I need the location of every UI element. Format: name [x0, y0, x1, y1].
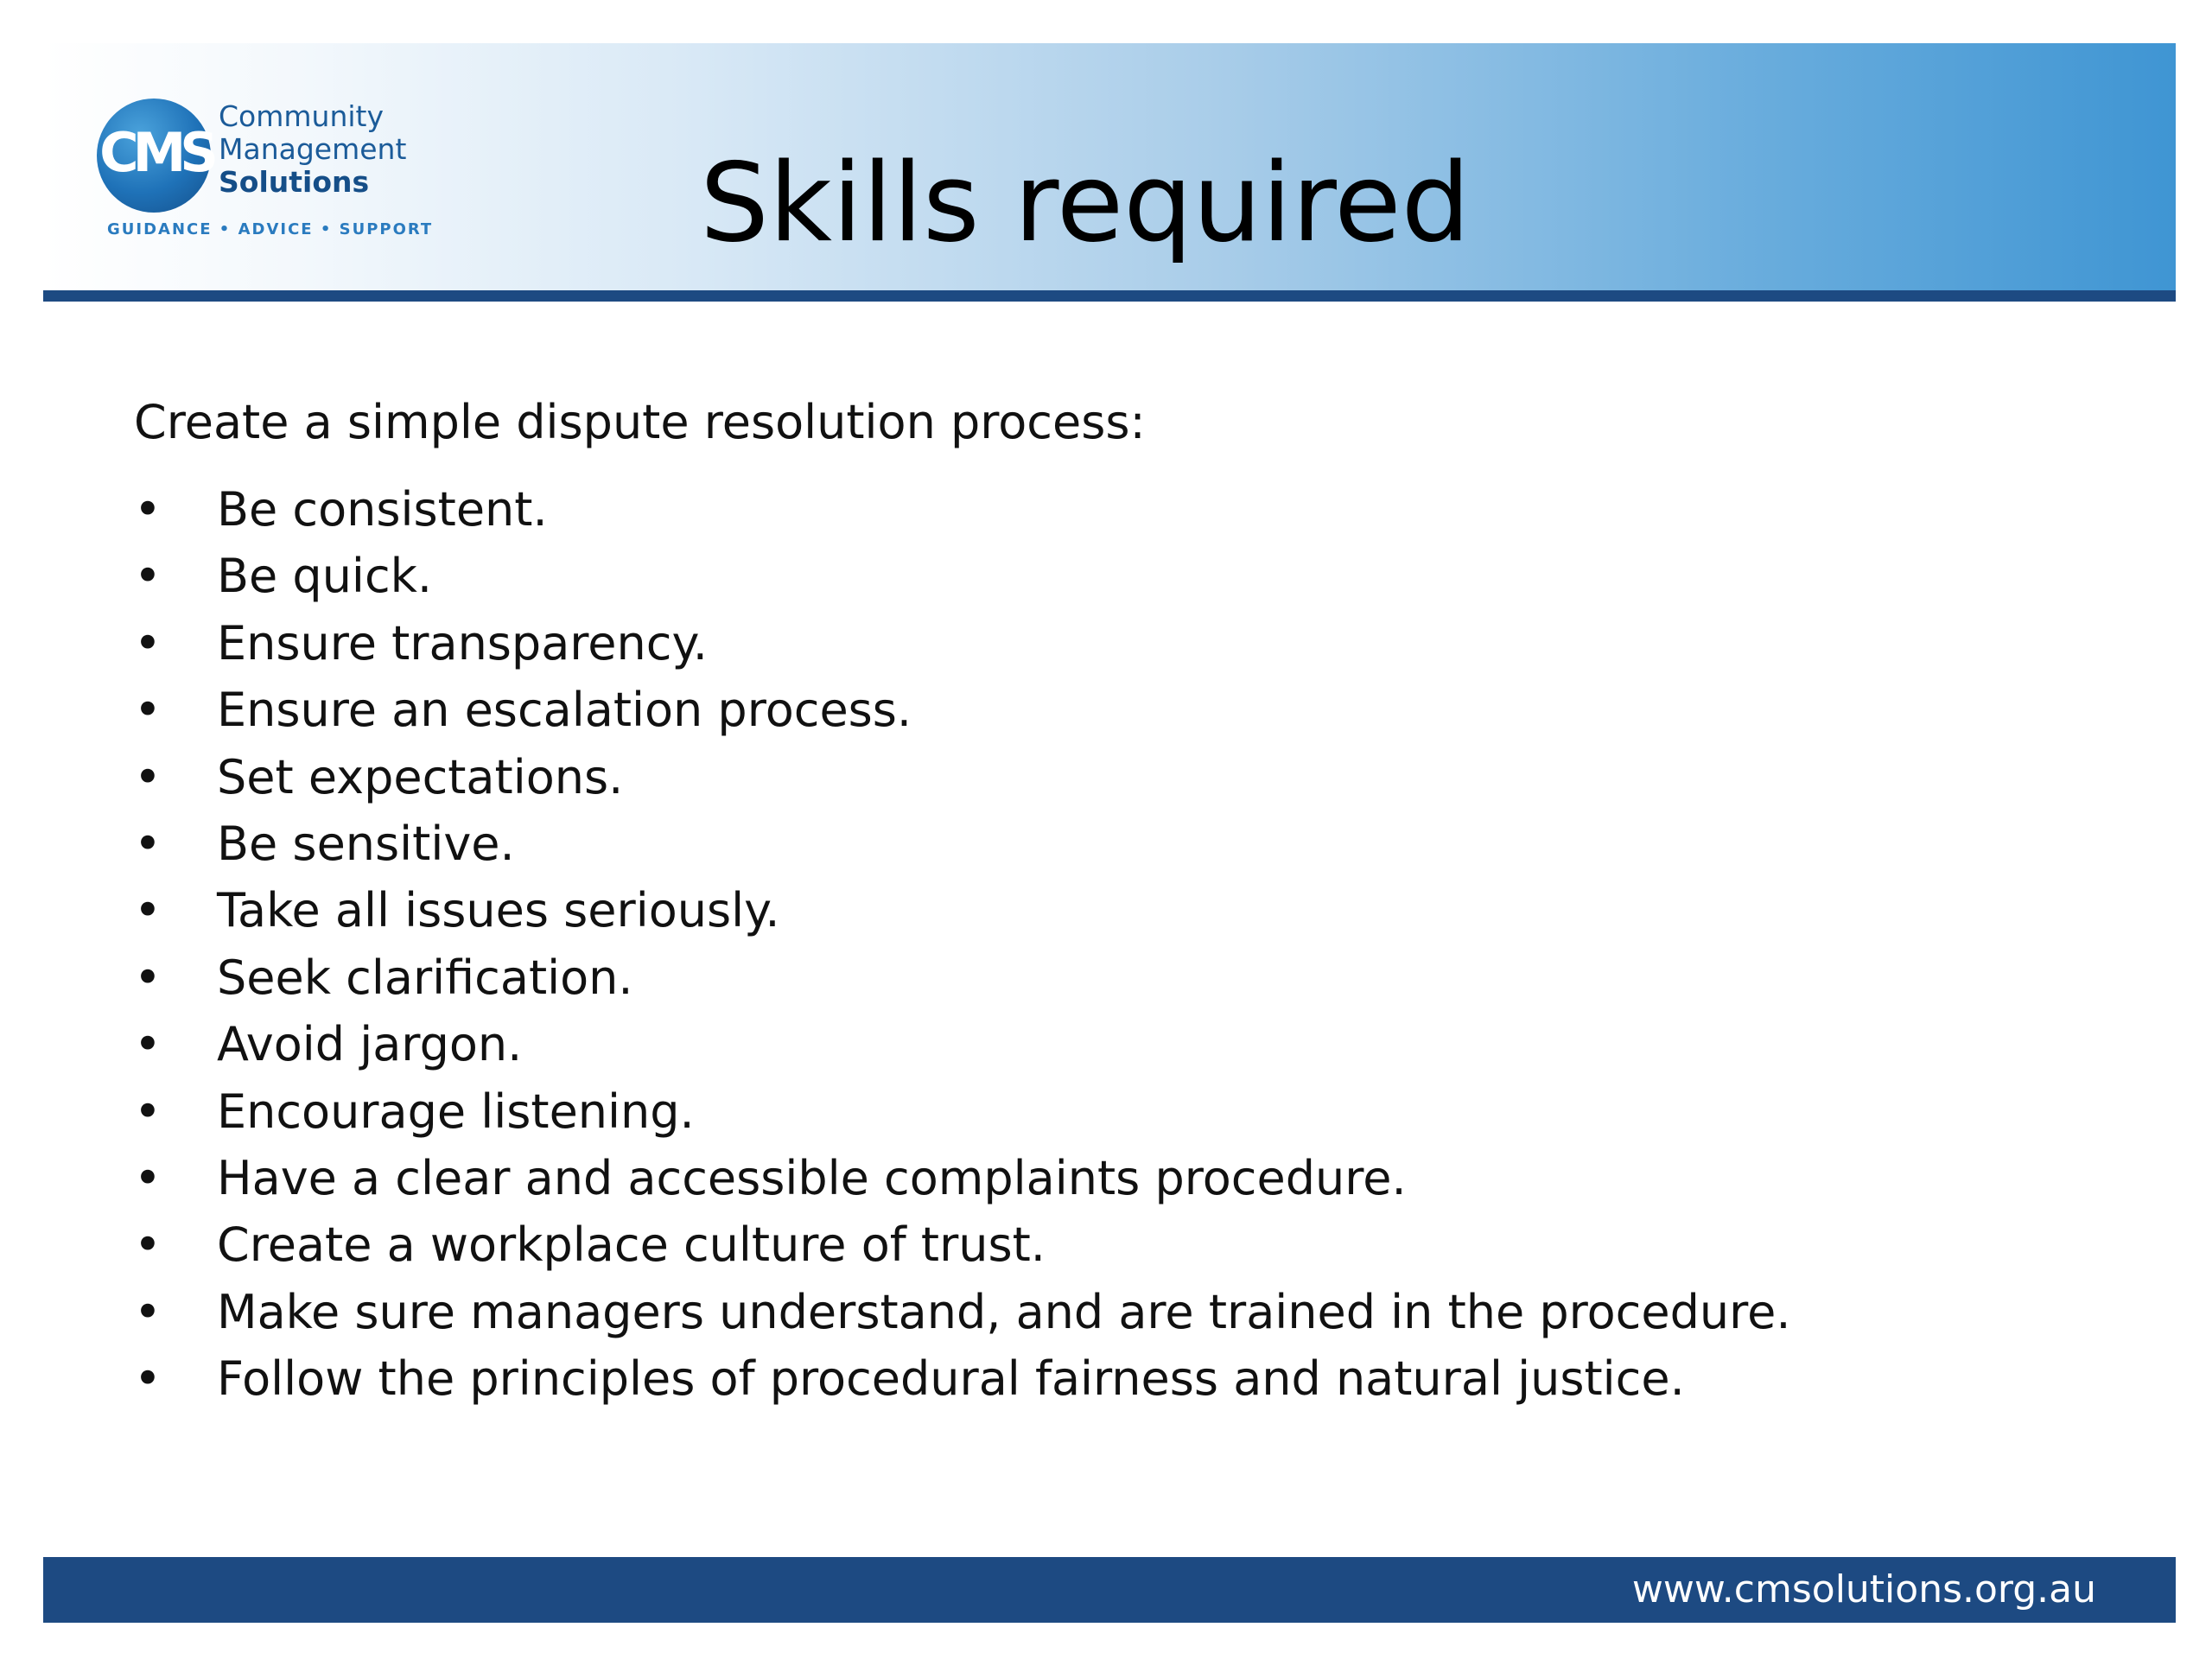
bullet-dot-icon: •: [134, 1284, 162, 1339]
bullet-text: Ensure an escalation process.: [217, 683, 912, 738]
bullet-dot-icon: •: [134, 749, 162, 804]
logo-word-solutions: Solutions: [219, 165, 370, 199]
intro-text: Create a simple dispute resolution process:: [134, 395, 1146, 449]
bullet-text: Be quick.: [217, 549, 433, 604]
bullet-text: Set expectations.: [217, 749, 624, 804]
slide-footer: [43, 1557, 2176, 1623]
bullet-dot-icon: •: [134, 683, 162, 738]
bullet-dot-icon: •: [134, 883, 162, 938]
bullet-dot-icon: •: [134, 615, 162, 671]
logo-mark: CMS: [99, 121, 213, 184]
header-divider: [43, 290, 2176, 302]
logo-word-community: Community: [219, 99, 384, 133]
slide-title: Skills required: [700, 139, 1471, 266]
cms-logo: [97, 95, 434, 246]
bullet-text: Be sensitive.: [217, 816, 515, 871]
bullet-dot-icon: •: [134, 482, 162, 537]
bullet-dot-icon: •: [134, 1084, 162, 1139]
bullet-dot-icon: •: [134, 816, 162, 871]
bullet-dot-icon: •: [134, 1351, 162, 1407]
bullet-text: Be consistent.: [217, 482, 548, 537]
bullet-text: Take all issues seriously.: [217, 883, 780, 938]
bullet-dot-icon: •: [134, 1017, 162, 1072]
bullet-text: Follow the principles of procedural fairness and natural justice.: [217, 1351, 1685, 1407]
bullet-text: Avoid jargon.: [217, 1017, 523, 1072]
bullet-dot-icon: •: [134, 549, 162, 604]
logo-wordmark: [219, 100, 406, 199]
bullet-text: Encourage listening.: [217, 1084, 695, 1139]
footer-url: www.cmsolutions.org.au: [1631, 1567, 2096, 1611]
bullet-text: Seek clarification.: [217, 950, 633, 1005]
bullet-dot-icon: •: [134, 1217, 162, 1273]
bullet-dot-icon: •: [134, 950, 162, 1005]
bullet-text: Ensure transparency.: [217, 615, 708, 671]
logo-tagline: GUIDANCE • ADVICE • SUPPORT: [107, 220, 434, 238]
bullet-text: Have a clear and accessible complaints procedure.: [217, 1150, 1407, 1205]
bullet-dot-icon: •: [134, 1150, 162, 1205]
bullet-text: Create a workplace culture of trust.: [217, 1217, 1046, 1273]
logo-word-management: Management: [219, 132, 407, 166]
bullet-text: Make sure managers understand, and are trained in the procedure.: [217, 1284, 1791, 1339]
